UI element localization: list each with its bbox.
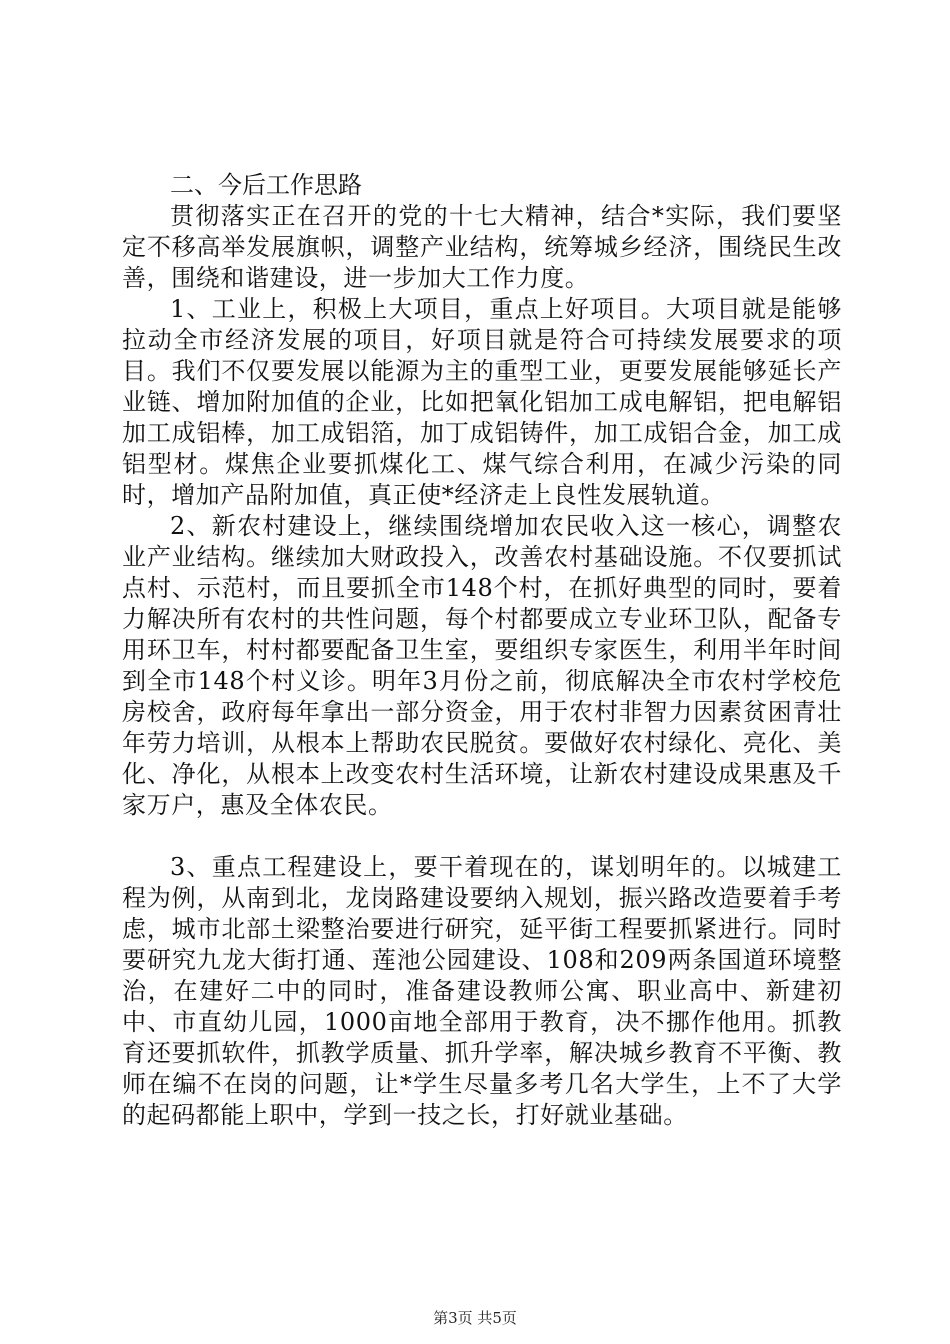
paragraph-key-projects: 3、重点工程建设上，要干着现在的，谋划明年的。以城建工程为例，从南到北，龙岗路建设要纳入规划，振兴路改造要着手考虑，城市北部土梁整治要进行研究，延平街工程要抓紧进行。同时要研究九龙大街打通、莲池公园建设、108和209两条国道环境整治，在建好二中的同时，准备建设教师公寓、职业高中、新建初中、市直幼儿园，1000亩地全部用于教育，决不挪作他用。抓教育还要抓软件，抓教学质量、抓升学率，解决城乡教育不平衡、教师在编不在岗的问题，让*学生尽量多考几名大学生，上不了大学的起码都能上职中，学到一技之长，打好就业基础。 bbox=[122, 853, 842, 1129]
paragraph-intro: 贯彻落实正在召开的党的十七大精神，结合*实际，我们要坚定不移高举发展旗帜，调整产业结构，统筹城乡经济，围绕民生改善，围绕和谐建设，进一步加大工作力度。 bbox=[122, 202, 842, 292]
page-number-footer: 第3页 共5页 bbox=[433, 1309, 517, 1327]
document-body bbox=[122, 170, 842, 1131]
section-heading: 二、今后工作思路 bbox=[170, 171, 362, 199]
paragraph-industry: 1、工业上，积极上大项目，重点上好项目。大项目就是能够拉动全市经济发展的项目，好项目就是符合可持续发展要求的项目。我们不仅要发展以能源为主的重型工业，更要发展能够延长产业链、增加附加值的企业，比如把氧化铝加工成电解铝，把电解铝加工成铝棒，加工成铝箔，加丁成铝铸件，加工成铝合金，加工成铝型材。煤焦企业要抓煤化工、煤气综合利用，在减少污染的同时，增加产品附加值，真正使*经济走上良性发展轨道。 bbox=[122, 295, 842, 509]
paragraph-rural: 2、新农村建设上，继续围绕增加农民收入这一核心，调整农业产业结构。继续加大财政投入，改善农村基础设施。不仅要抓试点村、示范村，而且要抓全市148个村，在抓好典型的同时，要着力解决所有农村的共性问题，每个村都要成立专业环卫队，配备专用环卫车，村村都要配备卫生室，要组织专家医生，利用半年时间到全市148个村义诊。明年3月份之前，彻底解决全市农村学校危房校舍，政府每年拿出一部分资金，用于农村非智力因素贫困青壮年劳力培训，从根本上帮助农民脱贫。要做好农村绿化、亮化、美化、净化，从根本上改变农村生活环境，让新农村建设成果惠及千家万户，惠及全体农民。 bbox=[122, 512, 842, 819]
